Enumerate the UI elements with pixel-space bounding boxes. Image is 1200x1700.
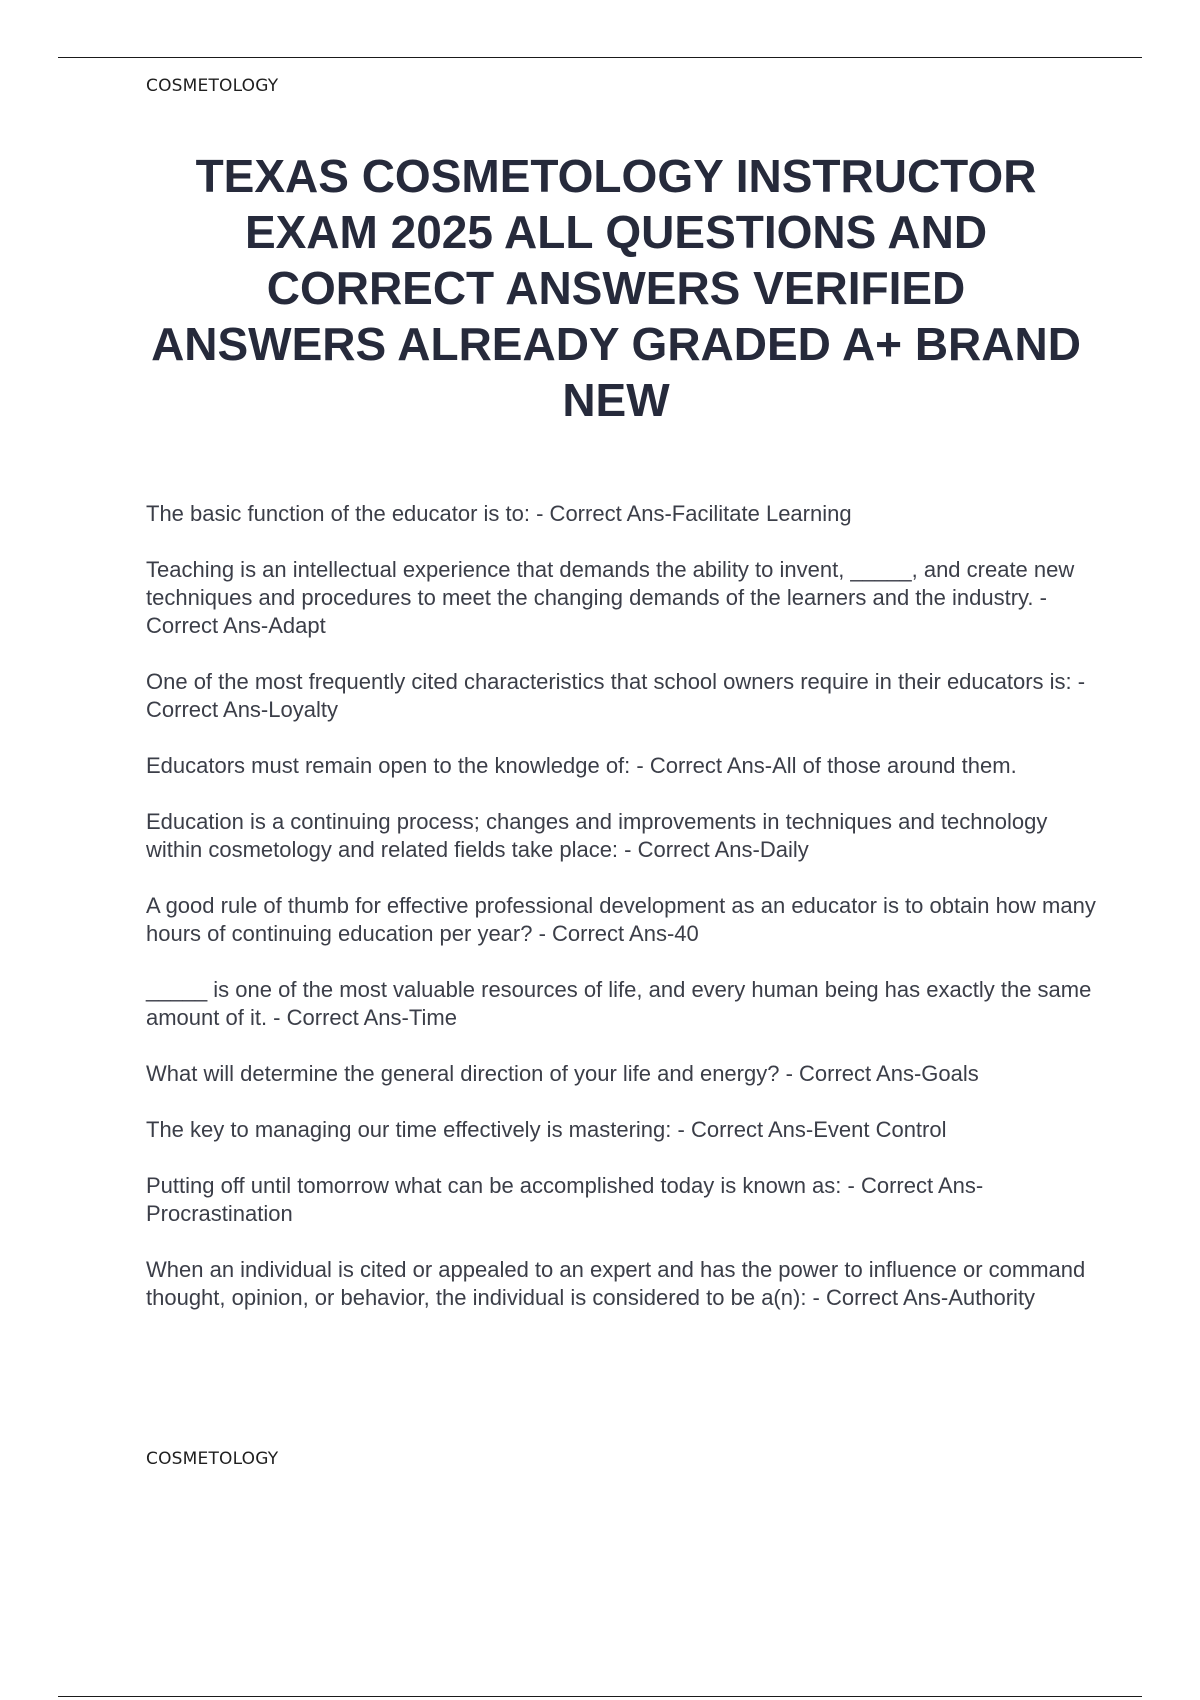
qa-item: The key to managing our time effectively is mastering: - Correct Ans-Event Control <box>146 1117 947 1142</box>
qa-item: When an individual is cited or appealed to an expert and has the power to influence or command thought, opinion, or behavior, the individual is considered to be a(n): - Correct Ans-Authority <box>146 1257 1086 1310</box>
qa-list <box>146 500 1096 1340</box>
header-rule <box>58 57 1142 58</box>
qa-item: Educators must remain open to the knowledge of: - Correct Ans-All of those around them. <box>146 753 1017 778</box>
document-title: TEXAS COSMETOLOGY INSTRUCTOR EXAM 2025 ALL QUESTIONS AND CORRECT ANSWERS VERIFIED ANSWERS ALREADY GRADED A+ BRAND NEW <box>151 150 1081 426</box>
qa-item: Teaching is an intellectual experience that demands the ability to invent, _____, and create new techniques and procedures to meet the changing demands of the learners and the industry. - Correct Ans-Adapt <box>146 557 1075 638</box>
qa-item: A good rule of thumb for effective professional development as an educator is to obtain how many hours of continuing education per year? - Correct Ans-40 <box>146 893 1096 946</box>
running-header: COSMETOLOGY <box>146 76 279 96</box>
qa-item: What will determine the general direction of your life and energy? - Correct Ans-Goals <box>146 1061 979 1086</box>
qa-item: Putting off until tomorrow what can be accomplished today is known as: - Correct Ans-Procrastination <box>146 1173 984 1226</box>
qa-item: _____ is one of the most valuable resources of life, and every human being has exactly the same amount of it. - Correct Ans-Time <box>146 977 1092 1030</box>
qa-item: The basic function of the educator is to: - Correct Ans-Facilitate Learning <box>146 501 852 526</box>
qa-item: One of the most frequently cited characteristics that school owners require in their educators is: - Correct Ans-Loyalty <box>146 669 1086 722</box>
footer-rule <box>58 1696 1142 1697</box>
running-footer: COSMETOLOGY <box>146 1449 279 1469</box>
qa-item: Education is a continuing process; changes and improvements in techniques and technology within cosmetology and related fields take place: - Correct Ans-Daily <box>146 809 1048 862</box>
